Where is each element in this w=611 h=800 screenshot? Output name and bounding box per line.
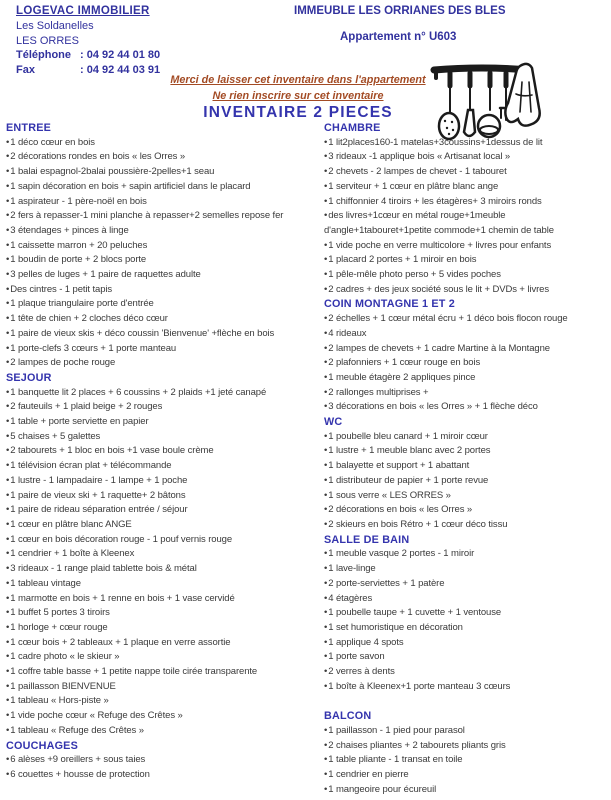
bullet-icon: •	[6, 254, 10, 266]
bullet-icon: •	[324, 577, 328, 589]
section-title: COUCHAGES	[6, 739, 78, 752]
inventory-item	[6, 503, 318, 518]
inventory-item	[324, 444, 606, 459]
inventory-item	[6, 165, 318, 180]
inventory-item-text: 2 fers à repasser-1 mini planche à repasser+2 semelles repose fer	[10, 210, 284, 222]
bullet-icon: •	[6, 636, 10, 648]
inventory-item	[324, 312, 606, 327]
bullet-icon: •	[6, 210, 10, 222]
section-title: SALLE DE BAIN	[324, 533, 410, 546]
inventory-item	[324, 253, 606, 268]
bullet-icon: •	[324, 430, 328, 442]
inventory-item	[6, 577, 318, 592]
inventory-item	[324, 371, 606, 386]
bullet-icon: •	[324, 342, 328, 354]
inventory-item-text: 2 chevets - 2 lampes de chevet - 1 tabouret	[328, 166, 507, 178]
notice-line2: Ne rien inscrire sur cet inventaire	[212, 90, 384, 102]
inventory-item	[324, 474, 606, 489]
inventory-item-text: 1 tête de chien + 2 cloches déco cœur	[10, 313, 168, 325]
inventory-item-text: 1 boîte à Kleenex+1 porte manteau 3 cœurs	[328, 680, 511, 692]
inventory-item-text: 1 lit2places160-1 matelas+3coussins+1dessus de lit	[328, 136, 543, 148]
inventory-item	[324, 327, 606, 342]
inventory-item-text: 1 lustre + 1 meuble blanc avec 2 portes	[328, 445, 491, 457]
inventory-item-text: 2 verres à dents	[328, 666, 395, 678]
inventory-item-text: 1 cœur en plâtre blanc ANGE	[10, 518, 132, 530]
apartment-number: Appartement n° U603	[340, 31, 457, 43]
bullet-icon: •	[324, 666, 328, 678]
inventory-item-text: 2 lampes de chevets + 1 cadre Martine à la Montagne	[328, 342, 550, 354]
bullet-icon: •	[324, 357, 328, 369]
inventory-item-text: 1 applique 4 spots	[328, 636, 404, 648]
bullet-icon: •	[6, 651, 10, 663]
inventory-item-text: 1 lave-linge	[328, 563, 376, 575]
inventory-item-text: 1 poubelle taupe + 1 cuvette + 1 ventouse	[328, 607, 502, 619]
inventory-item-text: 6 alèses +9 oreillers + sous taies	[10, 754, 146, 766]
inventory-item	[324, 165, 606, 180]
section-title: CHAMBRE	[324, 122, 381, 134]
inventory-item-text: 1 vide poche en verre multicolore + livres pour enfants	[328, 239, 552, 251]
bullet-icon: •	[6, 386, 10, 398]
inventory-item	[324, 283, 606, 298]
bullet-icon: •	[6, 224, 10, 236]
inventory-item	[6, 459, 318, 474]
bullet-icon: •	[324, 592, 328, 604]
bullet-icon: •	[6, 327, 10, 339]
bullet-icon: •	[6, 283, 10, 295]
bullet-icon: •	[6, 136, 10, 148]
bullet-icon: •	[324, 210, 328, 222]
section-title: WC	[324, 416, 343, 429]
inventory-item	[324, 547, 606, 562]
inventory-item	[6, 592, 318, 607]
fax-value: : 04 92 44 03 91	[80, 63, 161, 76]
inventory-item-text: 2 porte-serviettes + 1 patère	[328, 577, 445, 589]
inventory-item-text: 5 chaises + 5 galettes	[10, 430, 101, 442]
inventory-item-text: Des cintres - 1 petit tapis	[10, 283, 113, 295]
inventory-item	[324, 209, 606, 238]
bullet-icon: •	[6, 166, 10, 178]
building-name: IMMEUBLE LES ORRIANES DES BLES	[294, 5, 506, 17]
inventory-item	[324, 680, 606, 695]
bullet-icon: •	[6, 548, 10, 560]
inventory-item-text: 1 set humoristique en décoration	[328, 621, 463, 633]
inventory-item	[6, 136, 318, 151]
inventory-item	[6, 665, 318, 680]
bullet-icon: •	[324, 269, 328, 281]
bullet-icon: •	[324, 195, 328, 207]
bullet-icon: •	[6, 474, 10, 486]
inventory-item-text: 1 chiffonnier 4 tiroirs + les étagères+ 3 miroirs ronds	[328, 195, 542, 207]
bullet-icon: •	[324, 636, 328, 648]
inventory-item-text: 6 couettes + housse de protection	[10, 768, 150, 780]
bullet-icon: •	[324, 504, 328, 516]
bullet-icon: •	[324, 739, 328, 751]
inventory-item-text: 2 fauteuils + 1 plaid beige + 2 rouges	[10, 401, 163, 413]
inventory-item-text: 1 paillasson - 1 pied pour parasol	[328, 724, 465, 736]
bullet-icon: •	[324, 518, 328, 530]
phone-label: Téléphone	[16, 49, 72, 61]
inventory-item	[324, 503, 606, 518]
inventory-item-text: des livres+1cœur en métal rouge+1meuble d'angle+1tabouret+1petite commode+1 chemin de table	[324, 210, 554, 236]
bullet-icon: •	[324, 548, 328, 560]
inventory-item-text: 1 paire de vieux skis + déco coussin 'Bienvenue' +flèche en bois	[10, 327, 275, 339]
inventory-item	[324, 239, 606, 254]
inventory-item	[324, 783, 606, 798]
bullet-icon: •	[6, 577, 10, 589]
inventory-item-text: 3 rideaux -1 applique bois « Artisanat local »	[328, 151, 511, 163]
inventory-item-text: 1 mangeoire pour écureuil	[328, 783, 437, 795]
inventory-item	[6, 268, 318, 283]
inventory-item	[324, 768, 606, 783]
bullet-icon: •	[324, 386, 328, 398]
inventory-item-text: 3 pelles de luges + 1 paire de raquettes adulte	[10, 269, 201, 281]
inventory-item	[6, 724, 318, 739]
inventory-item-text: 1 tableau « Refuge des Crêtes »	[10, 724, 144, 736]
bullet-icon: •	[324, 166, 328, 178]
bullet-icon: •	[6, 195, 10, 207]
inventory-item	[324, 739, 606, 754]
inventory-item	[324, 342, 606, 357]
inventory-item	[6, 444, 318, 459]
inventory-item	[324, 621, 606, 636]
bullet-icon: •	[6, 607, 10, 619]
bullet-icon: •	[324, 754, 328, 766]
inventory-item	[324, 150, 606, 165]
bullet-icon: •	[324, 445, 328, 457]
bullet-icon: •	[6, 313, 10, 325]
inventory-item-text: 1 cœur en bois décoration rouge - 1 pouf vernis rouge	[10, 533, 233, 545]
inventory-item-text: 1 buffet 5 portes 3 tiroirs	[10, 607, 110, 619]
inventory-item-text: 1 cendrier + 1 boîte à Kleenex	[10, 548, 135, 560]
inventory-item-text: 1 porte savon	[328, 651, 385, 663]
inventory-item	[6, 768, 318, 783]
inventory-item-text: 1 meuble étagère 2 appliques pince	[328, 371, 476, 383]
notice-line1: Merci de laisser cet inventaire dans l'appartement	[170, 74, 426, 86]
inventory-item-text: 4 rideaux	[328, 327, 367, 339]
inventory-item	[324, 430, 606, 445]
inventory-item-text: 1 paire de vieux ski + 1 raquette+ 2 bâtons	[10, 489, 186, 501]
inventory-item-text: 2 chaises pliantes + 2 tabourets pliants gris	[328, 739, 506, 751]
inventory-item-text: 1 cœur bois + 2 tableaux + 1 plaque en verre assortie	[10, 636, 231, 648]
phone-line	[16, 48, 296, 63]
bullet-icon: •	[6, 357, 10, 369]
bullet-icon: •	[6, 298, 10, 310]
bullet-icon: •	[6, 180, 10, 192]
bullet-icon: •	[6, 460, 10, 472]
inventory-item	[6, 297, 318, 312]
inventory-item-text: 2 plafonniers + 1 cœur rouge en bois	[328, 357, 481, 369]
inventory-item-text: 1 marmotte en bois + 1 renne en bois + 1 vase cervidé	[10, 592, 235, 604]
inventory-item	[6, 547, 318, 562]
bullet-icon: •	[324, 313, 328, 325]
inventory-item-text: 1 placard 2 portes + 1 miroir en bois	[328, 254, 477, 266]
inventory-item-text: 2 rallonges multiprises +	[328, 386, 429, 398]
inventory-item-text: 3 décorations en bois « les Orres » + 1 flèche déco	[328, 401, 538, 413]
inventory-item	[324, 356, 606, 371]
inventory-item	[6, 195, 318, 210]
inventory-item	[6, 518, 318, 533]
phone-value: : 04 92 44 01 80	[80, 49, 161, 61]
inventory-item-text: 2 skieurs en bois Rétro + 1 cœur déco tissu	[328, 518, 508, 530]
inventory-item-text: 1 déco cœur en bois	[10, 136, 95, 148]
company-address-line1: Les Soldanelles	[16, 20, 94, 32]
bullet-icon: •	[6, 695, 10, 707]
section-title: ENTREE	[6, 122, 51, 134]
inventory-item	[324, 650, 606, 665]
inventory-item-text: 1 banquette lit 2 places + 6 coussins + 2 plaids +1 jeté canapé	[10, 386, 267, 398]
inventory-item-text: 1 caissette marron + 20 peluches	[10, 239, 148, 251]
bullet-icon: •	[324, 607, 328, 619]
inventory-item-text: 1 balayette et support + 1 abattant	[328, 460, 470, 472]
inventory-item-text: 1 tableau « Hors-piste »	[10, 695, 109, 707]
inventory-column-left	[6, 121, 318, 797]
bullet-icon: •	[324, 768, 328, 780]
inventory-item-text: 1 porte-clefs 3 cœurs + 1 porte manteau	[10, 342, 177, 354]
inventory-item-text: 2 décorations en bois « les Orres »	[328, 504, 473, 516]
inventory-item	[6, 694, 318, 709]
inventory-item	[324, 665, 606, 680]
inventory-item-text: 1 aspirateur - 1 père-noël en bois	[10, 195, 147, 207]
inventory-item	[6, 680, 318, 695]
inventory-item	[324, 195, 606, 210]
inventory-item-text: 4 étagères	[328, 592, 373, 604]
bullet-icon: •	[324, 563, 328, 575]
inventory-item	[324, 386, 606, 401]
page-title: INVENTAIRE 2 PIECES	[203, 104, 393, 121]
inventory-item-text: 1 paillasson BIENVENUE	[10, 680, 116, 692]
inventory-item	[6, 489, 318, 504]
inventory-item	[6, 533, 318, 548]
inventory-item	[324, 136, 606, 151]
inventory-item-text: 1 boudin de porte + 2 blocs porte	[10, 254, 147, 266]
inventory-item	[6, 239, 318, 254]
inventory-item-text: 1 plaque triangulaire porte d'entrée	[10, 298, 154, 310]
inventory-item	[6, 224, 318, 239]
inventory-item	[324, 518, 606, 533]
bullet-icon: •	[6, 416, 10, 428]
bullet-icon: •	[324, 180, 328, 192]
inventory-item	[324, 180, 606, 195]
bullet-icon: •	[6, 342, 10, 354]
bullet-icon: •	[6, 401, 10, 413]
bullet-icon: •	[6, 710, 10, 722]
inventory-item	[6, 253, 318, 268]
inventory-item-text: 1 meuble vasque 2 portes - 1 miroir	[328, 548, 475, 560]
inventory-item-text: 1 coffre table basse + 1 petite nappe toile cirée transparente	[10, 666, 258, 678]
inventory-item-text: 1 poubelle bleu canard + 1 miroir cœur	[328, 430, 488, 442]
inventory-item	[6, 342, 318, 357]
inventory-item-text: 2 lampes de poche rouge	[10, 357, 116, 369]
inventory-item	[324, 459, 606, 474]
inventory-item	[6, 415, 318, 430]
bullet-icon: •	[6, 269, 10, 281]
bullet-icon: •	[6, 430, 10, 442]
building-header	[294, 4, 611, 43]
inventory-item	[324, 577, 606, 592]
bullet-icon: •	[324, 621, 328, 633]
bullet-icon: •	[324, 724, 328, 736]
section-gap	[324, 694, 606, 709]
bullet-icon: •	[324, 327, 328, 339]
bullet-icon: •	[6, 239, 10, 251]
bullet-icon: •	[324, 783, 328, 795]
bullet-icon: •	[324, 401, 328, 413]
bullet-icon: •	[6, 621, 10, 633]
inventory-item-text: 1 table pliante - 1 transat en toile	[328, 754, 463, 766]
inventory-column-right	[318, 121, 606, 797]
inventory-item	[6, 709, 318, 724]
company-header	[16, 4, 296, 77]
inventory-columns	[6, 121, 606, 797]
inventory-item	[324, 724, 606, 739]
inventory-item-text: 1 table + porte serviette en papier	[10, 416, 149, 428]
bullet-icon: •	[324, 460, 328, 472]
inventory-item-text: 1 cadre photo « le skieur »	[10, 651, 120, 663]
inventory-item	[324, 489, 606, 504]
bullet-icon: •	[6, 754, 10, 766]
inventory-item	[6, 636, 318, 651]
bullet-icon: •	[324, 680, 328, 692]
inventory-item-text: 1 horloge + cœur rouge	[10, 621, 108, 633]
inventory-item-text: 3 étendages + pinces à linge	[10, 224, 129, 236]
bullet-icon: •	[324, 489, 328, 501]
inventory-item-text: 1 cendrier en pierre	[328, 768, 409, 780]
inventory-item-text: 2 tabourets + 1 bloc en bois +1 vase boule crème	[10, 445, 214, 457]
inventory-item	[6, 650, 318, 665]
bullet-icon: •	[6, 768, 10, 780]
bullet-icon: •	[6, 724, 10, 736]
inventory-item-text: 1 paire de rideau séparation entrée / séjour	[10, 504, 188, 516]
fax-label: Fax	[16, 63, 35, 76]
inventory-item-text: 1 tableau vintage	[10, 577, 81, 589]
inventory-item	[324, 562, 606, 577]
bullet-icon: •	[324, 151, 328, 163]
bullet-icon: •	[6, 489, 10, 501]
section-title: COIN MONTAGNE 1 ET 2	[324, 298, 455, 311]
inventory-item-text: 1 vide poche cœur « Refuge des Crêtes »	[10, 710, 183, 722]
inventory-item-text: 1 télévision écran plat + télécommande	[10, 460, 172, 472]
inventory-item	[6, 356, 318, 371]
inventory-item	[6, 386, 318, 401]
bullet-icon: •	[324, 371, 328, 383]
inventory-item-text: 1 balai espagnol-2balai poussière-2pelles+1 seau	[10, 166, 215, 178]
section-title: BALCON	[324, 710, 372, 723]
bullet-icon: •	[6, 680, 10, 692]
bullet-icon: •	[324, 283, 328, 295]
inventory-item	[6, 312, 318, 327]
bullet-icon: •	[6, 533, 10, 545]
bullet-icon: •	[6, 666, 10, 678]
inventory-item-text: 1 sapin décoration en bois + sapin artificiel dans le placard	[10, 180, 251, 192]
bullet-icon: •	[324, 136, 328, 148]
inventory-item-text: 2 échelles + 1 cœur métal écru + 1 déco bois flocon rouge	[328, 313, 568, 325]
inventory-item	[324, 268, 606, 283]
inventory-item	[6, 474, 318, 489]
inventory-item-text: 2 décorations rondes en bois « les Orres »	[10, 151, 186, 163]
company-address-line2: LES ORRES	[16, 34, 79, 47]
bullet-icon: •	[6, 504, 10, 516]
inventory-item	[6, 180, 318, 195]
bullet-icon: •	[6, 518, 10, 530]
inventory-item	[6, 327, 318, 342]
inventory-item	[324, 753, 606, 768]
inventory-item	[6, 430, 318, 445]
bullet-icon: •	[6, 592, 10, 604]
bullet-icon: •	[6, 445, 10, 457]
inventory-item	[324, 636, 606, 651]
inventory-item	[324, 592, 606, 607]
inventory-item	[6, 606, 318, 621]
inventory-item-text: 1 pêle-mêle photo perso + 5 vides poches	[328, 269, 501, 281]
inventory-item	[6, 562, 318, 577]
inventory-item	[6, 283, 318, 298]
bullet-icon: •	[324, 254, 328, 266]
bullet-icon: •	[324, 474, 328, 486]
inventory-item	[6, 400, 318, 415]
section-title: SEJOUR	[6, 371, 52, 384]
inventory-item-text: 1 lustre - 1 lampadaire - 1 lampe + 1 poche	[10, 474, 188, 486]
inventory-item	[6, 753, 318, 768]
inventory-item-text: 1 sous verre « LES ORRES »	[328, 489, 451, 501]
inventory-item-text: 1 distributeur de papier + 1 porte revue	[328, 474, 489, 486]
inventory-item	[6, 621, 318, 636]
bullet-icon: •	[6, 151, 10, 163]
inventory-item	[6, 209, 318, 224]
bullet-icon: •	[324, 651, 328, 663]
inventory-item-text: 2 cadres + des jeux société sous le lit + DVDs + livres	[328, 283, 549, 295]
inventory-item	[6, 150, 318, 165]
inventory-item-text: 1 serviteur + 1 cœur en plâtre blanc ange	[328, 180, 499, 192]
inventory-item	[324, 400, 606, 415]
inventory-item	[324, 606, 606, 621]
inventory-item-text: 3 rideaux - 1 range plaid tablette bois & métal	[10, 563, 197, 575]
company-name: LOGEVAC IMMOBILIER	[16, 5, 150, 17]
bullet-icon: •	[6, 563, 10, 575]
bullet-icon: •	[324, 239, 328, 251]
